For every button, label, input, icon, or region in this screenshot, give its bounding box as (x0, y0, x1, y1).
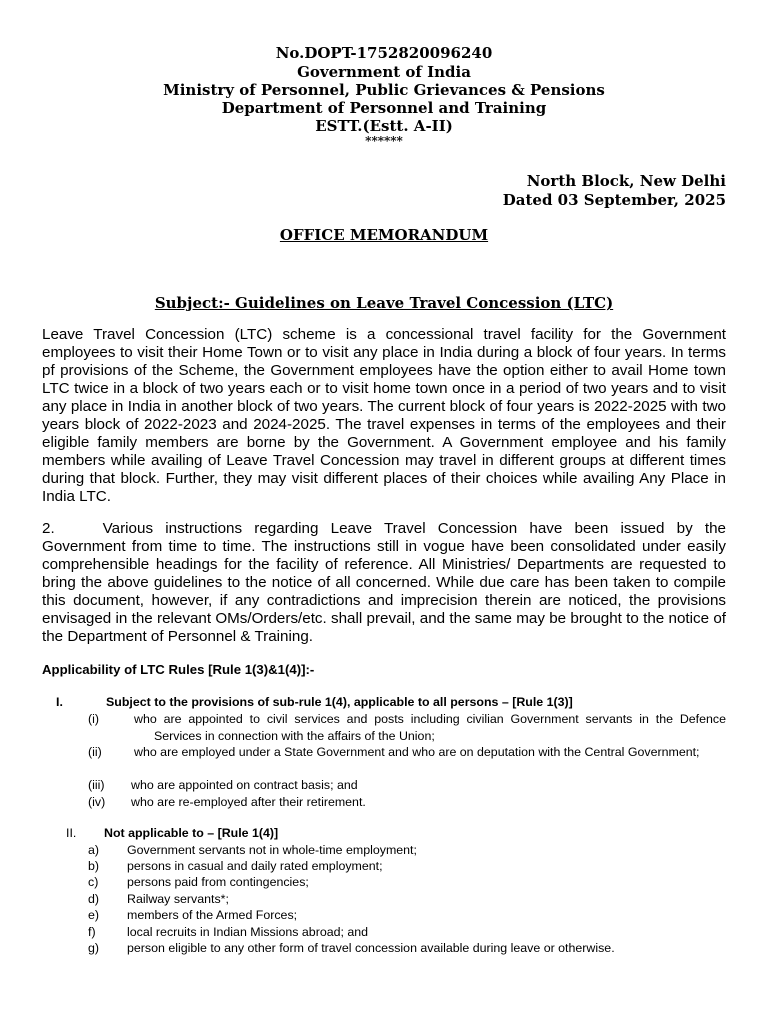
section-1-item-label: (i) (88, 712, 100, 726)
section-1-item-text: who are appointed on contract basis; and (131, 778, 358, 792)
applicability-heading: Applicability of LTC Rules [Rule 1(3)&1(4)]:- (42, 662, 315, 677)
department-line: Department of Personnel and Training (221, 99, 547, 117)
reference-number: No.DOPT-1752820096240 (275, 44, 493, 62)
section-1-item-text: who are re-employed after their retirement. (131, 795, 366, 809)
section-2-item-label: g) (88, 941, 100, 955)
section-2-heading: Not applicable to – [Rule 1(4)] (104, 826, 279, 840)
stars-separator: ****** (365, 134, 403, 148)
section-2-item-text: person eligible to any other form of travel concession available during leave or otherwise. (127, 941, 615, 955)
section-2-item-text: persons in casual and daily rated employment; (127, 859, 383, 873)
section-2-item-text: persons paid from contingencies; (127, 875, 309, 889)
section-2-item-text: local recruits in Indian Missions abroad; and (127, 925, 369, 939)
section-2-item-label: c) (88, 875, 99, 889)
subject-line: Subject:- Guidelines on Leave Travel Concession (LTC) (154, 294, 614, 312)
section-2-item-text: members of the Armed Forces; (127, 908, 298, 922)
ministry-line: Ministry of Personnel, Public Grievances & Pensions (163, 81, 605, 99)
section-1-item-label: (ii) (88, 745, 102, 759)
place-line: North Block, New Delhi (526, 172, 726, 190)
paragraph-2 (42, 520, 726, 646)
section-line: ESTT.(Estt. A-II) (315, 117, 453, 135)
section-1-item-text: who are employed under a State Government and who are on deputation with the Central Government; (134, 745, 700, 759)
paragraph-2-text: Various instructions regarding Leave Travel Concession have been issued by the Government from time to time. The instructions still in vogue have been consolidated under easily comprehensible headings for the facility of reference. All Ministries/ Departments are requested to bring the above guidelines to the notice of all concerned. While due care has been taken to compile this document, however, if any contradictions and imprecision therein are noticed, the provisions envisaged in the relevant OMs/Orders/etc. shall prevail, and the same may be brought to the notice of the Department of Personnel & Training. (42, 520, 726, 645)
section-2-item-label: e) (88, 908, 100, 922)
section-2-item-label: b) (88, 859, 100, 873)
section-1-item-label: (iii) (88, 778, 105, 792)
paragraph-2-number: 2. (42, 520, 55, 537)
memo-title: OFFICE MEMORANDUM (279, 226, 489, 244)
section-2-item-text: Government servants not in whole-time employment; (127, 843, 417, 857)
paragraph-1: Leave Travel Concession (LTC) scheme is a concessional travel facility for the Government employees to visit their Home Town or to visit any place in India during a block of four years. In terms pf provisions of the Scheme, the Government employees have the option either to avail Home town LTC twice in a block of two years each or to visit home town once in a period of two years and to visit any place in India in another block of two years. The current block of four years is 2022-2025 with two years block of 2022-2023 and 2024-2025. The travel expenses in terms of the employees and their eligible family members are borne by the Government. A Government employee and his family members while availing of Leave Travel Concession may travel in different groups at different times during that block. Further, they may visit different places of their choices while availing Any Place in India LTC. (42, 326, 726, 505)
date-line: Dated 03 September, 2025 (502, 191, 726, 209)
section-1-item-label: (iv) (88, 795, 106, 809)
section-2-item-text: Railway servants*; (127, 892, 229, 906)
section-2-item-label: a) (88, 843, 100, 857)
section-2-number: II. (66, 826, 77, 840)
section-1-heading: Subject to the provisions of sub-rule 1(4), applicable to all persons – [Rule 1(3)] (106, 695, 573, 709)
section-1-number: I. (56, 695, 63, 709)
section-1-item-text: who are appointed to civil services and posts including civilian Government servants in the Defence Services in connection with the affairs of the Union; (134, 712, 726, 743)
section-2-item-label: d) (88, 892, 100, 906)
government-line: Government of India (297, 63, 471, 81)
section-2-item-label: f) (88, 925, 96, 939)
